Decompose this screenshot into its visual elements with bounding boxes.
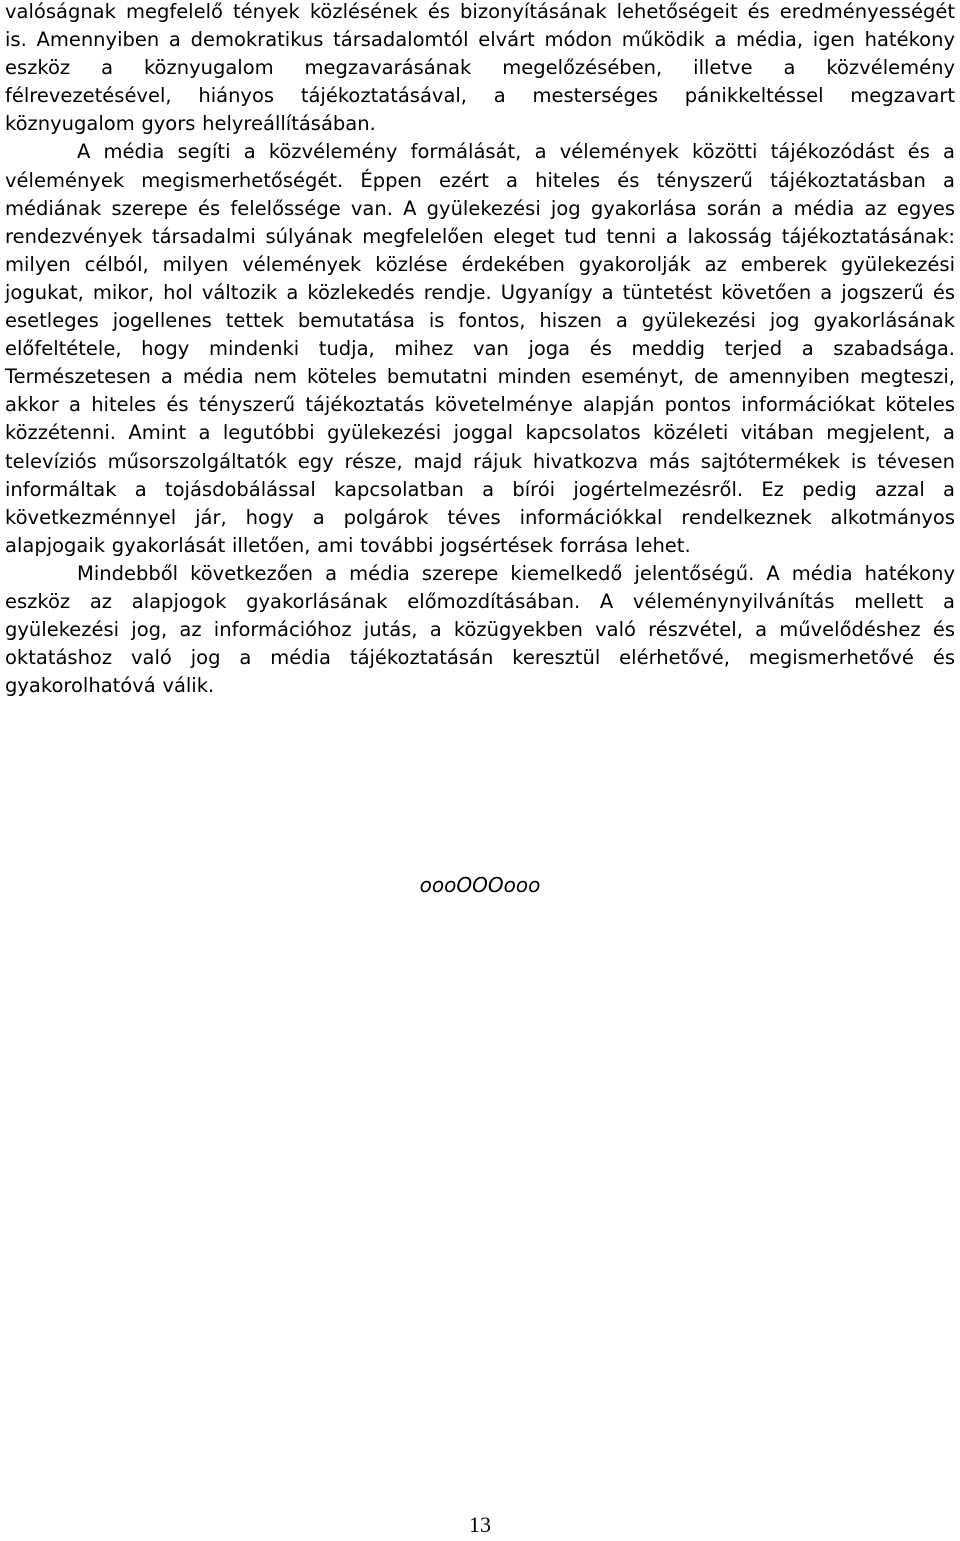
- paragraph-conclusion: Mindebből következően a média szerepe kiemelkedő jelentőségű. A média hatékony eszköz az alapjogok gyakorlásának előmozdításában. A véleménynyilvánítás mellett a gyülekezési jog, az információhoz jutás, a közügyekben való részvétel, a művelődéshez és oktatáshoz való jog a média tájékoztatásán keresztül elérhetővé, megismerhetővé és gyakorolhatóvá válik.: [5, 561, 955, 698]
- page-number: 13: [469, 1512, 491, 1537]
- paragraph-media-role: A média segíti a közvélemény formálását, a vélemények közötti tájékozódást és a vélemények megismerhetőségét. Éppen ezért a hiteles és tényszerű tájékoztatásban a médiának szerepe és felelőssége van. A gyülekezési jog gyakorlása során a média az egyes rendezvények társadalmi súlyának megfelelően eleget tud tenni a lakosság tájékoztatásának: milyen célból, milyen vélemények közlése érdekében gyakorolják az emberek gyülekezési jogukat, mikor, hol változik a közlekedés rendje. Ugyanígy a tüntetést követően a jogszerű és esetleges jogellenes tettek bemutatása is fontos, hiszen a gyülekezési jog gyakorlásának előfeltétele, hogy mindenki tudja, mihez van joga és meddig terjed a szabadsága. Természetesen a média nem köteles bemutatni minden eseményt, de amennyiben megteszi, akkor a hiteles és tényszerű tájékoztatás követelménye alapján pontos információkat köteles közzétenni. Amint a legutóbbi gyülekezési joggal kapcsolatos közéleti vitában megjelent, a televíziós műsorszolgáltatók egy része, majd rájuk hivatkozva más sajtótermékek is tévesen informáltak a tojásdobálással kapcsolatban a bírói jogértelmezésről. Ez pedig azzal a következménnyel jár, hogy a polgárok téves információkkal rendelkeznek alkotmányos alapjogaik gyakorlását illetően, ami további jogsértések forrása lehet.: [5, 140, 955, 557]
- paragraph-continuation: valóságnak megfelelő tények közlésének és bizonyításának lehetőségeit és eredményességét is. Amennyiben a demokratikus társadalomtól elvárt módon működik a média, igen hatékony eszköz a köznyugalom megzavarásának megelőzésében, illetve a közvélemény félrevezetésével, hiányos tájékoztatásával, a mesterséges pánikkeltéssel megzavart köznyugalom gyors helyreállításában.: [5, 0, 955, 136]
- section-ornament: oooOOOooo: [419, 873, 541, 897]
- document-body: [5, 0, 955, 700]
